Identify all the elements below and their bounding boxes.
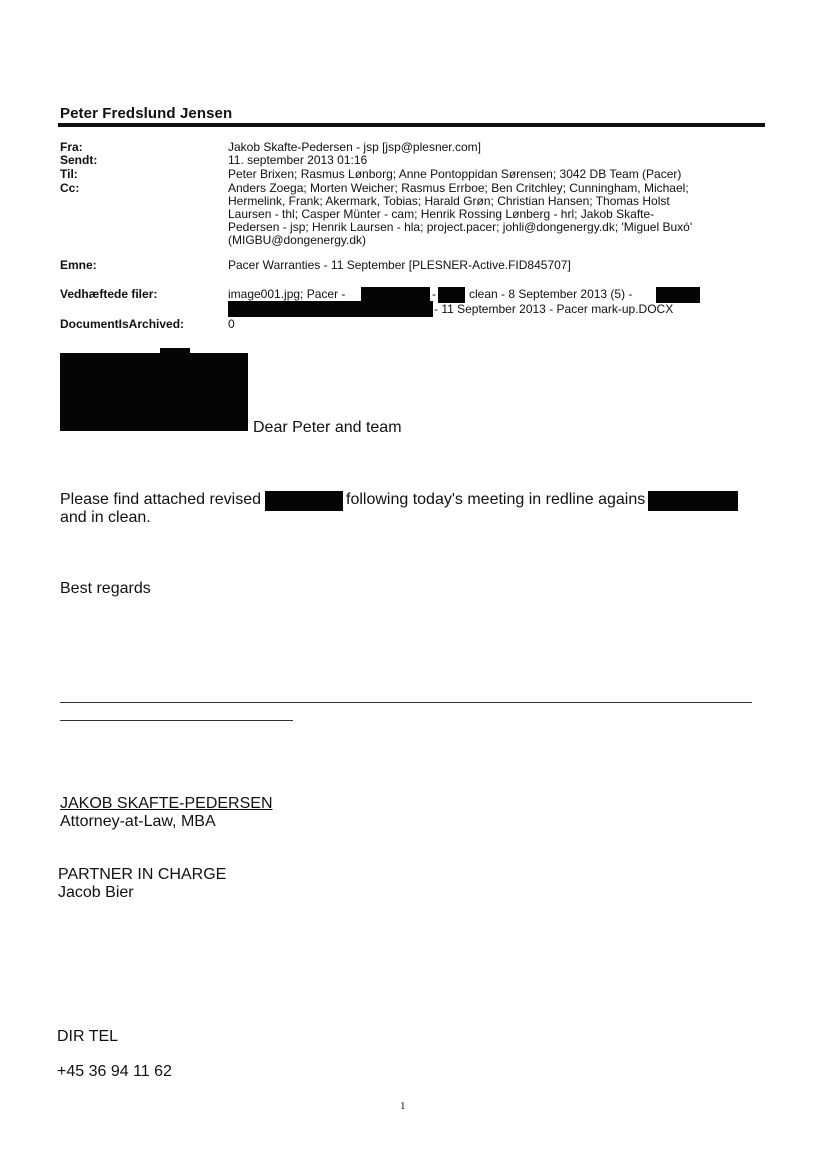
page-number: 1 (400, 1100, 406, 1112)
body-paragraph-part1: Please find attached revised (60, 491, 262, 508)
partner-heading: PARTNER IN CHARGE (58, 866, 227, 883)
title-divider (58, 123, 765, 127)
dir-tel-label: DIR TEL (57, 1028, 119, 1045)
signature-divider (60, 702, 752, 703)
body-paragraph-part2: following today's meeting in redline agains (346, 491, 646, 508)
archived-label: DocumentIsArchived: (60, 317, 185, 331)
redaction-block (265, 491, 343, 511)
redaction-block (438, 287, 465, 303)
signature-divider (60, 720, 293, 721)
signature-role: Attorney-at-Law, MBA (60, 813, 216, 830)
attachments-part3: clean - 8 September 2013 (5) - (469, 287, 633, 301)
redacted-image (60, 353, 248, 431)
sent-label: Sendt: (60, 153, 98, 167)
subject-value: Pacer Warranties - 11 September [PLESNER-Active.FID845707] (228, 258, 571, 272)
from-label: Fra: (60, 140, 83, 154)
attachments-part1: image001.jpg; Pacer - (228, 287, 346, 301)
to-value: Peter Brixen; Rasmus Lønborg; Anne Pontoppidan Sørensen; 3042 DB Team (Pacer) (228, 167, 682, 181)
subject-label: Emne: (60, 258, 97, 272)
redaction-block (228, 301, 433, 317)
sent-value: 11. september 2013 01:16 (228, 153, 368, 167)
to-label: Til: (60, 167, 78, 181)
document-title: Peter Fredslund Jensen (60, 105, 233, 122)
signature-name: JAKOB SKAFTE-PEDERSEN (60, 795, 273, 812)
cc-label: Cc: (60, 181, 80, 195)
from-value: Jakob Skafte-Pedersen - jsp [jsp@plesner.com] (228, 140, 481, 154)
attachments-label: Vedhæftede filer: (60, 287, 158, 301)
redaction-block (160, 348, 190, 356)
redaction-block (648, 491, 738, 511)
closing: Best regards (60, 580, 151, 597)
partner-name: Jacob Bier (58, 884, 134, 901)
archived-value: 0 (228, 317, 235, 331)
attachments-line2: - 11 September 2013 - Pacer mark-up.DOCX (434, 302, 674, 316)
attachments-part2: - (432, 287, 436, 301)
redaction-block (656, 287, 700, 303)
greeting: Dear Peter and team (253, 419, 402, 436)
body-paragraph-line2: and in clean. (60, 509, 151, 526)
dir-tel-value: +45 36 94 11 62 (57, 1063, 172, 1080)
cc-value: Anders Zoega; Morten Weicher; Rasmus Errboe; Ben Critchley; Cunningham, Michael; Hermelink, Frank; Akermark, Tobias; Harald Grøn; Christian Hansen; Thomas Holst Laursen - thl; Casper Münter - cam; Henrik Rossing Lønberg - hrl; Jakob Skafte- Pedersen - jsp; Henrik Laursen - hla; project.pacer; johli@dongenergy.dk; 'Miguel Buxó' (MIGBU@dongenergy.dk) (228, 181, 693, 247)
